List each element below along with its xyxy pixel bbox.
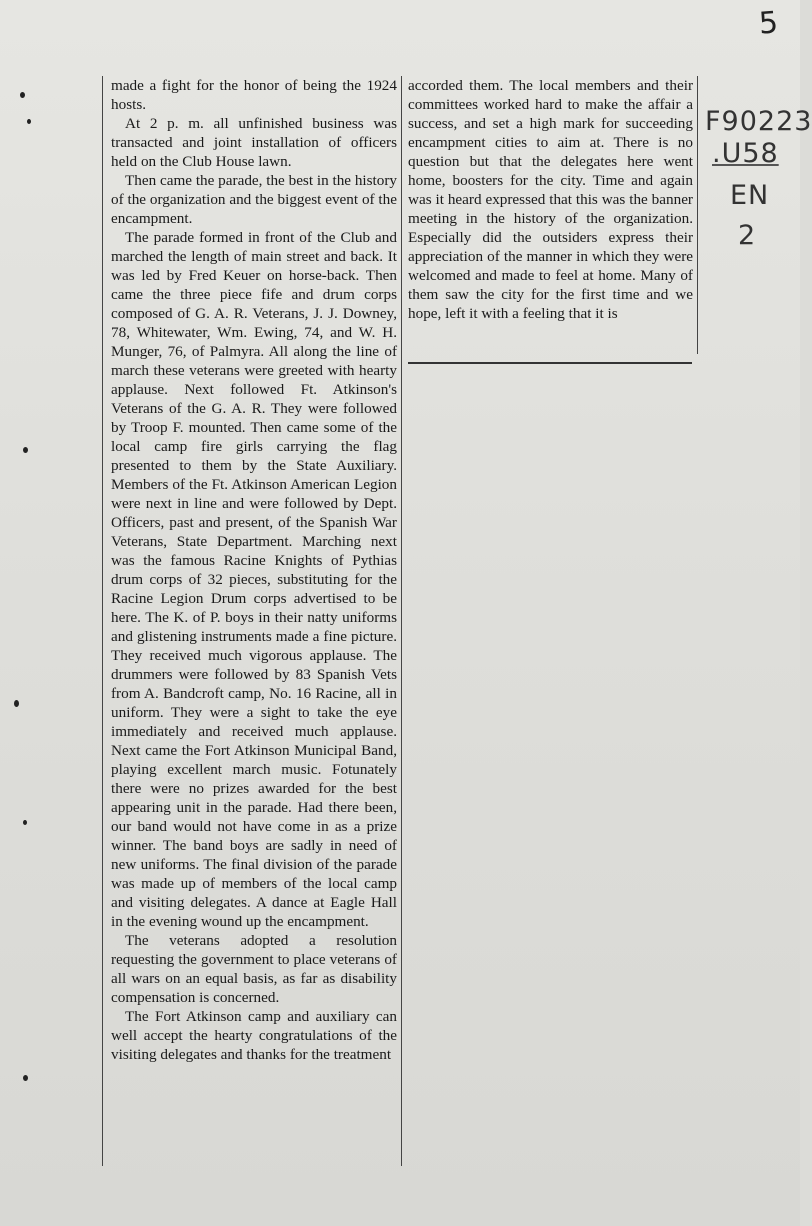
binder-mark — [14, 700, 19, 707]
binder-mark — [27, 119, 31, 124]
paragraph: Then came the parade, the best in the history of the organization and the biggest event of the encampment. — [111, 172, 398, 227]
page-number: 5 — [757, 5, 780, 42]
call-number-line-1: F90223 — [705, 106, 812, 137]
paragraph: The Fort Atkinson camp and auxiliary can well accept the hearty congratulations of the visiting delegates and thanks for the treatment — [111, 1008, 397, 1063]
paragraph: The parade formed in front of the Club and marched the length of main street and back. It was led by Fred Keuer on horse-back. Then came the three piece fife and drum corps composed of G. A. R. Veterans, J. J. Downey, 78, Whitewater, Wm. Ewing, 74, and W. H. Munger, 76, of Palmyra. All along the line of march these veterans were greeted with hearty applause. Next followed Ft. Atkinson's Veterans of the G. A. R. They were followed by Troop F. mounted. Then came some of the local camp fire girls carrying the flag presented to them by the State Auxiliary. Members of the Ft. Atkinson American Legion were next in line and were followed by Dept. Officers, past and present, of the Spanish War Veterans, State Department. Marching next was the famous Racine Knights of Pythias drum corps of 32 pieces, substituting for the Racine Legion Drum corps advertised to be here. The K. of P. boys in their natty uniforms and glistening instruments made a fine picture. They received much vigorous applause. The drummers were followed by 83 Spanish Vets from A. Bandcroft camp, No. 16 Racine, all in uniform. They were a sight to take the eye immediately and received much applause. Next came the Fort Atkinson Municipal Band, playing excellent march music. Fotunately there were no prizes awarded for the best appearing unit in the parade. Had there been, our band would not have come in as a prize winner. The band boys are sadly in need of new uniforms. The final division of the parade was made up of members of the local camp and visiting delegates. A dance at Eagle Hall in the evening wound up the encampment. — [111, 229, 397, 930]
paragraph: accorded them. The local members and their committees worked hard to make the affair a success, and set a high mark for succeeding encampment cities to aim at. There is no question but that the delegates here went home, boosters for the city. Time and again was it heard expressed that this was the banner meeting in the history of the organization. Especially did the outsiders express their appreciation of the manner in which they were welcomed and made to feel at home. Many of them saw the city for the first time and we hope, left it with a feeling that it is — [408, 77, 693, 322]
paragraph: At 2 p. m. all unfinished business was transacted and joint installation of officers held on the Club House lawn. — [111, 115, 397, 170]
paragraph: The veterans adopted a resolution requesting the government to place veterans of all wars on an equal basis, as far as disability compensation is concerned. — [111, 932, 397, 1006]
call-number-line-2: .U58 — [712, 138, 779, 169]
binder-mark — [23, 1075, 28, 1081]
column-end-rule — [408, 362, 692, 364]
article-column-left — [102, 76, 402, 1166]
binder-mark — [20, 92, 25, 98]
call-number-line-3: EN — [730, 180, 770, 211]
binder-mark — [23, 447, 28, 453]
binder-mark — [23, 820, 27, 825]
article-column-right — [402, 76, 698, 354]
paragraph: made a fight for the honor of being the 1924 hosts. — [111, 77, 397, 113]
call-number-line-4: 2 — [738, 220, 757, 251]
